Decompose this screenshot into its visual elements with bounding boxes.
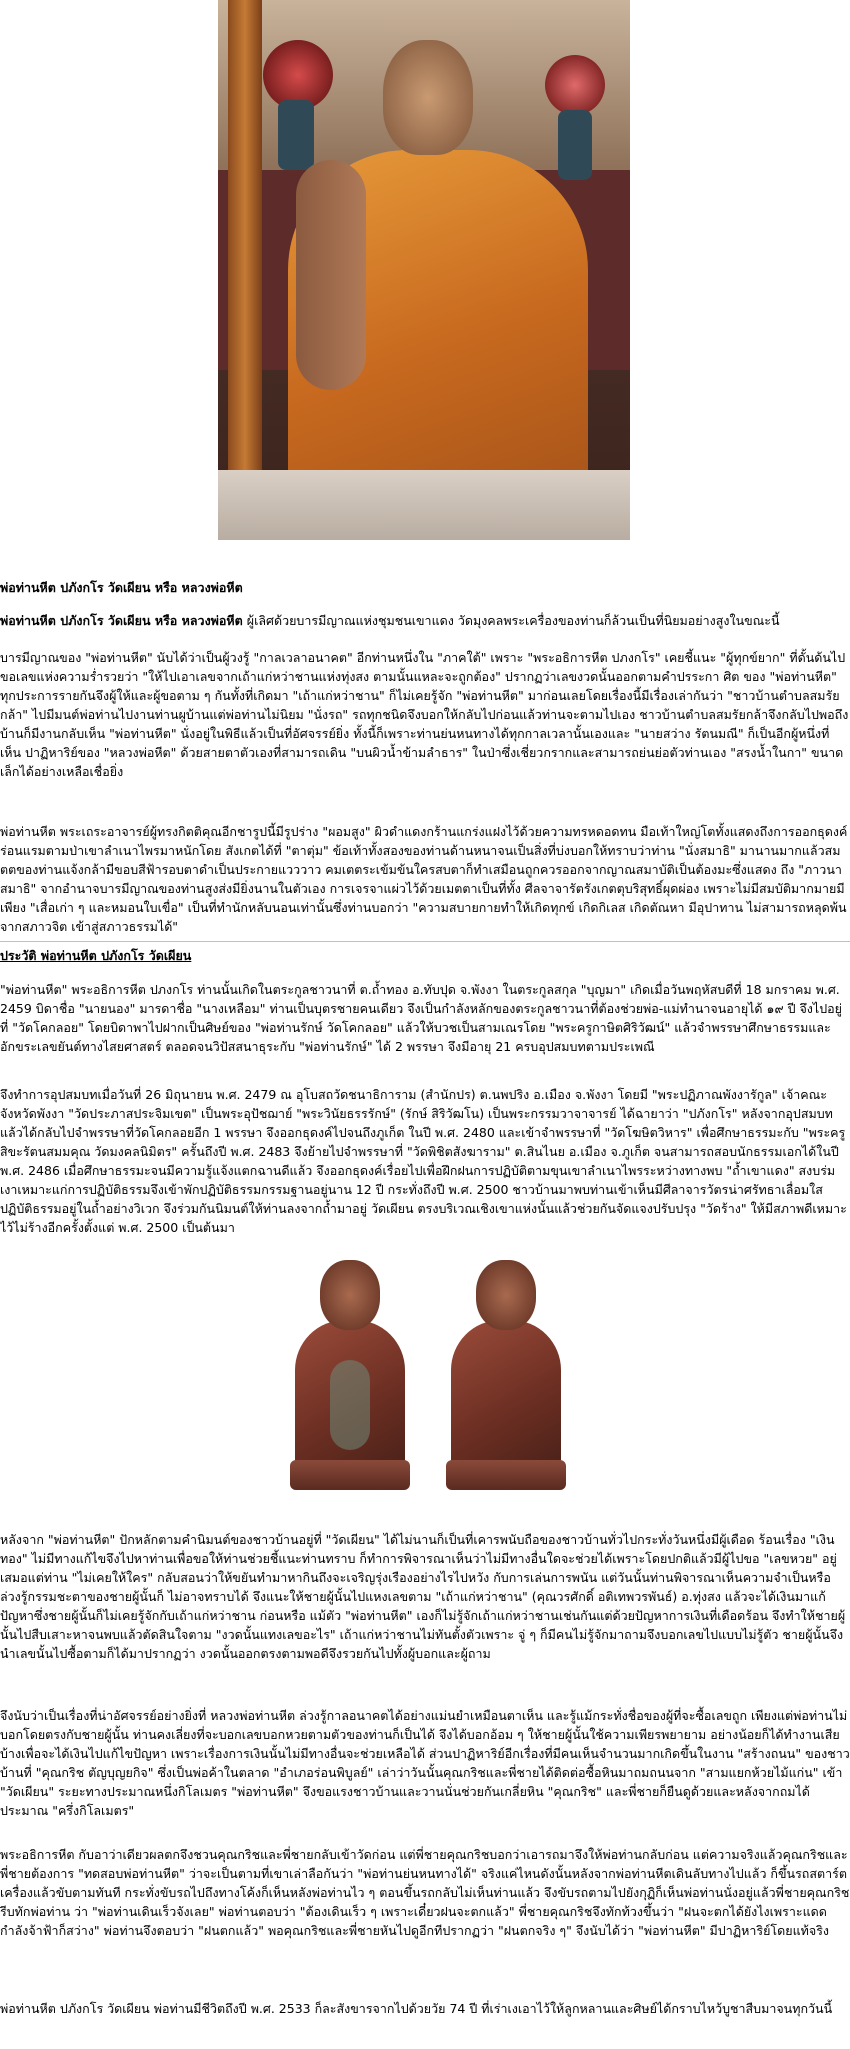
article-heading: พ่อท่านหีต ปภังกโร วัดเผียน หรือ หลวงพ่อหีต [0,580,243,595]
paragraph-6: จึงนับว่าเป็นเรื่องที่น่าอัศจรรย์อย่างยิ่งที่ หลวงพ่อท่านหีต ล่วงรู้กาลอนาคตได้อย่างแม่นยำเหมือนตาเห็น และรู้แม้กระทั่งชื่อของผู้ที่จะซื้อเลขถูก เพียงแต่พ่อท่านไม่บอกโดยตรงกับชายผู้นั้น ท่านคงเลี่ยงที่จะบอกเลขบอกหวยตามตัวของท่านก็เป็นได้ จึงได้บอกอ้อม ๆ ให้ชายผู้นั้นใช้ความเพียรพยายาม อย่างน้อยก็ได้ทำงานเสียบ้างเพื่อจะได้เงินไปแก้ไขปัญหา เพราะเรื่องการเงินนั้นไม่มีทางอื่นจะช่วยเหลือได้ ส่วนปาฏิหาริย์อีกเรื่องที่มีคนเห็นจำนวนมากเกิดขึ้นในงาน "สร้างถนน" ของชาวบ้านที่ "คุณกริช ตัญบุญยกิจ" ซึ่งเป็นพ่อค้าในตลาด "อำเภอร่อนพิบูลย์" เล่าว่าวันนั้นคุณกริชและพี่ชายได้ติดต่อซื้อหินมาถมถนนจาก "สามแยกห้วยไม้แก่น" เข้า "วัดเผียน" ระยะทางประมาณหนึ่งกิโลเมตร "พ่อท่านหีต" จึงขอแรงชาวบ้านและวานนั่นช่วยกันเกลี่ยหิน "คุณกริช" และพี่ชายก็ยืนดูด้วยและหลังจากถมได้ประมาณ "ครึ่งกิโลเมตร" [0,1708,850,1818]
history-heading: ประวัติ พ่อท่านหีต ปภังกโร วัดเผียน [0,948,192,963]
amulet-front [290,1260,410,1490]
amulet-back [446,1260,566,1490]
intro-text: ผู้เลิศด้วยบารมีญาณแห่งชุมชนเขาแดง วัดมุงคลพระเครื่องของท่านก็ล้วนเป็นที่นิยมอย่างสูงในขณะนี้ [242,613,780,628]
intro-name: พ่อท่านหีต ปภังกโร วัดเผียน หรือ หลวงพ่อหีต [0,613,243,628]
paragraph-3: "พ่อท่านหีต" พระอธิการหีต ปภงกโร ท่านนั้นเกิดในตระกูลชาวนาที่ ต.ถ้ำทอง อ.ทับปุด จ.พังงา ในตระกูลสกุล "บุญมา" เกิดเมื่อวันพฤหัสบดีที่ 18 มกราคม พ.ศ. 2459 บิดาชื่อ "นายนอง" มารดาชื่อ "นางเหลือม" ท่านเป็นบุตรชายคนเดียว จึงเป็นกำลังหลักของตระกูลชาวนาที่ต้องช่วยพ่อ-แม่ทำนาจนอายุได้ ๑๙ ปี จึงไปอยู่ที่ "วัดโคกลอย" โดยบิดาพาไปฝากเป็นศิษย์ของ "พ่อท่านรักษ์ วัดโคกลอย" แล้วให้บวชเป็นสามเณรโดย "พระครูกาษิตศิริวัฒน์" แล้วจำพรรษาศึกษาธรรมและอักขระเลขยันต์ทางไสยศาสตร์ ตลอดจนวิปัสสนาธุระกับ "พ่อท่านรักษ์" ได้ 2 พรรษา จึงมีอายุ 21 ครบอุปสมบทตามประเพณี [0,982,842,1054]
paragraph-4: จึงทำการอุปสมบทเมื่อวันที่ 26 มิถุนายน พ.ศ. 2479 ณ อุโบสถวัดชนาธิการาม (สำนักปร) ต.นพปริง อ.เมือง จ.พังงา โดยมี "พระปฏิภาณพังงารักูล" เจ้าคณะจังหวัดพังงา "วัดประภาสประจิมเขต" เป็นพระอุปัชฌาย์ "พระวินัยธรรรักษ์" (รักษ์ สิริวัฒโน) เป็นพระกรรมวาจาจารย์ ได้ฉายาว่า "ปภังกโร" หลังจากอุปสมบทแล้วได้กลับไปจำพรรษาที่วัดโคกลอยอีก 1 พรรษา จึงออกธุดงค์ไปจนถึงภูเก็ต ในปี พ.ศ. 2480 และเข้าจำพรรษาที่ "วัดโฆษิตวิหาร" เพื่อศึกษาธรรมะกับ "พระครูสิขะรัตนสมมคุณ วัดมงคลนิมิตร" ครั้นถึงปี พ.ศ. 2483 จึงย้ายไปจำพรรษาที่ "วัดพิชิตสังฆาราม" ต.สินไนย อ.เมือง จ.ภูเก็ต จนสามารถสอบนักธรรมเอกได้ในปี พ.ศ. 2486 เมื่อศึกษาธรรมะจนมีความรู้แจ้งแตกฉานดีแล้ว จึงออกธุดงค์เรื่อยไปเพื่อฝึกฝนการปฏิบัติตามขุนเขาลำเนาไพรระหว่างทางพบ "ถ้ำเขาแดง" สงบร่มเงาเหมาะแก่การปฏิบัติธรรมจึงเข้าพักปฏิบัติธรรมกรรมฐานอยู่นาน 12 ปี กระทั่งถึงปี พ.ศ. 2500 ชาวบ้านมาพบท่านเข้าเห็นมีศีลาจารวัตรน่าศรัทธาเลื่อมใส ปฏิบัติธรรมอยู่ในถ้ำอย่างวิเวก จึงร่วมกันนิมนต์ให้ท่านลงจากถ้ำมาอยู่ วัดเผียน ตรงบริเวณเชิงเขาแห่งนั้นแล้วช่วยกันจัดแจงปรับปรุง "วัดร้าง" ให้มีสภาพดีเหมาะไว้ไม่ร้างอีกครั้งตั้งแต่ พ.ศ. 2500 เป็นต้นมา [0,1087,847,1235]
paragraph-7: พระอธิการหีต กับอาว่าเดียวผลตกจึงชวนคุณกริชและพี่ชายกลับเข้าวัดก่อน แต่พี่ชายคุณกริชบอกว่าเอารถมาจึงให้พ่อท่านกลับก่อน แต่ความจริงแล้วคุณกริชและพี่ชายต้องการ "ทดสอบพ่อท่านหีต" ว่าจะเป็นตามที่เขาเล่าลือกันว่า "พ่อท่านย่นหนทางได้" จริงแค่ไหนดังนั้นหลังจากพ่อท่านหีตเดินลับทางไปแล้ว ก็ขึ้นรถสตาร์ตเครื่องแล้วขับตามทันที กระทั่งขับรถไปถึงทางโค้งก็เห็นหลังพ่อท่านไว ๆ ตอนขึ้นรถกลับไม่เห็นท่านแล้ว จึงขับรถตามไปยังกุฏิก็เห็นพ่อท่านนั่งอยู่แล้วพี่ชายคุณกริชรีบทักพ่อท่าน ว่า "พ่อท่านเดินเร็วจังเลย" พ่อท่านตอบว่า "ต้องเดินเร็ว ๆ เพราะเดี๋ยวฝนจะตกแล้ว" พี่ชายคุณกริชจึงทักท้วงขึ้นว่า "ฝนจะตกได้ยังไงเพราะแดดกำลังจ้าฟ้าก็สว่าง" พ่อท่านจึงตอบว่า "ฝนตกแล้ว" พอคุณกริชและพี่ชายหันไปดูอีกทีปรากฏว่า "ฝนตกจริง ๆ" จึงนับได้ว่า "พ่อท่านหีต" มีปาฏิหาริย์โดยแท้จริง [0,1847,850,1938]
monk-portrait-photo [218,0,630,540]
paragraph-5: หลังจาก "พ่อท่านหีต" ปักหลักตามคำนิมนต์ของชาวบ้านอยู่ที่ "วัดเผียน" ได้ไม่นานก็เป็นที่เคารพนับถือของชาวบ้านทั่วไปกระทั่งวันหนึ่งมีผู้เดือด ร้อนเรื่อง "เงินทอง" ไม่มีทางแก้ไขจึงไปหาท่านเพื่อขอให้ท่านช่วยชี้แนะท่านทราบ ก็ทำการพิจารณาเห็นว่าไม่มีทางอื่นใดจะช่วยได้เพราะโดยปกติแล้วมีผู้ไปขอ "เลขหวย" อยู่เสมอแต่ท่าน "ไม่เคยให้ใคร" กลับสอนว่าให้ขยันทำมาหากินถึงจะเจริญรุ่งเรืองอย่างไรไปหวัง กับการเล่นการพนัน แต่วันนั้นท่านพิจารณาเห็นความจำเป็นหรือล่วงรู้กรรมชะตาของชายผู้นั้นก็ ไม่อาจทราบได้ จึงแนะให้ชายผู้นั้นไปแหงเลขตาม "เถ้าแก่หว่าชาน" (คุณวรศักดิ์ อติเทพวรพันธ์) อ.ทุ่งสง แล้วจะได้เงินมาแก้ปัญหาซึ่งชายผู้นั้นก็ไม่เคยรู้จักกับเถ้าแก่หว่าชาน ก่อนหรือ แม้ตัว "พ่อท่านหีต" เองก็ไม่รู้จักเถ้าแก่หว่าชานเช่นกันแต่ด้วยปัญหาการเงินที่เดือดร้อน จึงทำให้ชายผู้นั้นไปสืบเสาะหาจนพบแล้วตัดสินใจตาม "งวดนั้นแทงเลขอะไร" เถ้าแก่หว่าชานไม่ทันตั้งตัวเพราะ จู่ ๆ ก็มีคนไม่รู้จักมาถามจึงบอกเลขไปแบบไม่รู้ตัว ชายผู้นั้นจึงนำเลขนั้นไปซื้อตามก็ได้มาปรากฏว่า งวดนั้นออกตรงตามพอดีจึงรวยกันไปทั้งผู้บอกและผู้ถาม [0,1532,846,1661]
divider [0,941,850,942]
intro-paragraph [0,611,850,630]
paragraph-2: พ่อท่านหีต พระเถระอาจารย์ผู้ทรงกิตติคุณอีกชารูปนี้มีรูปร่าง "ผอมสูง" ผิวดำแดงกร้านแกร่งแฝงไว้ด้วยความทรหดอดทน มือเท้าใหญ่โตทั้งแสดงถึงการออกธุดงค์ร่อนแรมตามป่าเขาลำเนาไพรมาหนักโดย สังเกตได้ที่ "ตาตุ่ม" ข้อเท้าทั้งสองของท่านด้านหนาจนเป็นสิ่งที่บ่งบอกให้ทราบว่าท่าน "นั่งสมาธิ" มานานมากแล้วสมตตของท่านแจ้งกล้ามีขอบสีฟ้ารอบตาดำเป็นประกายแวววาว คมเตตระเข้มข้นใครสบตาก็ทำเสมือนถูกควรออกจากญาณสมาบัติเป็นต้องมะซึ่งแสดง ถึง "ภาวนาสมาธิ" จากอำนาจบารมีญาณของท่านสูงส่งมียิ่งนานในตัวเอง การเจรจาแผ่วไว้ด้วยเมตตาเป็นที่ทั้ง ศีลจาจารัตรังเกตตุบริสุทธิ์ผุดผ่อง เพราะไม่มีสมบัติมากมายมีเพียง "เสื่อเก่า ๆ และหมอนใบเขื่อ" เป็นที่ทำนักหลับนอนเท่านั้นซึ่งท่านบอกว่า "ความสบายกายทำให้เกิดทุกข์ เกิดกิเลส เกิดตัณหา มีอุปาทาน ไม่สามารถหลุดพ้นจากสภาวจิต เข้าสู่สภาวธรรมได้" [0,824,848,934]
paragraph-8: พ่อท่านหีต ปภังกโร วัดเผียน พ่อท่านมีชีวิตถึงปี พ.ศ. 2533 ก็ละสังขารจากไปด้วยวัย 74 ปี ที่เร่าเงเอาไว้ให้ลูกหลานและศิษย์ได้กราบไหว้บูชาสืบมาจนทุกวันนี้ [0,2001,833,2016]
paragraph-1: บารมีญาณของ "พ่อท่านหีต" นับได้ว่าเป็นผู้วงรู้ "กาลเวลาอนาคต" อีกท่านหนึ่งใน "ภาคใต้" เพราะ "พระอธิการหีต ปภงกโร" เคยชี้แนะ "ผู้ทุกข์ยาก" ที่ดั้นด้นไปขอเลขแห่งความร่ำรวยว่า "ให้ไปเอาเลขจากเถ้าแก่หว่าชานแห่งทุ่งสง ตามนั้นแหละจะถูกต้อง" ปรากฏว่าเลขงวดนั้นออกตามคำปรระกา ศิต ของ "พ่อท่านหีต" ทุกประการรายกันจึงผู้ให้และผู้ขอตาม ๆ กันทั้งที่เกิดมา "เถ้าแก่หว่าชาน" ก็ไม่เคยรู้จัก "พ่อท่านหีต" มาก่อนเลยโดยเรื่องนี้มีเรื่องเล่ากันว่า "ชาวบ้านตำบลสมรัยกล้า" ไปมีมนต์พ่อท่านไปงานท่านผูบ้านแต่พ่อท่านไม่นิยม "นั่งรถ" รถทุกชนิดจึงบอกให้กลับไปก่อนแล้วท่านจะตามไปเอง ชาวบ้านตำบลสมรัยกล้าจึงกลับไปพอถึงบ้านก็มีงานกลับเห็น "พ่อท่านหีต" นั่งอยู่ในพิธีแล้วเป็นที่อัศจรรย์ยิ่ง ทั้งนี้ก็เพราะท่านย่นหนทางได้ทุกกาลเวลานั้นเองและ "นายสว่าง รัตนมณี" ก็เป็นอีกผู้หนึ่งที่เห็น ปาฏิหาริย์ของ "หลวงพ่อหีต" ด้วยสายตาตัวเองที่สามารถเดิน "บนผิวน้ำข้ามลำธาร" ในป่าซึ่งเชี่ยวกรากและสามารถย่นย่อตัวท่านเอง "สรงน้ำในกา" ขนาดเล็กได้อย่างเหลือเชื่อยิ่ง [0,650,849,779]
amulet-photo [268,1250,586,1500]
